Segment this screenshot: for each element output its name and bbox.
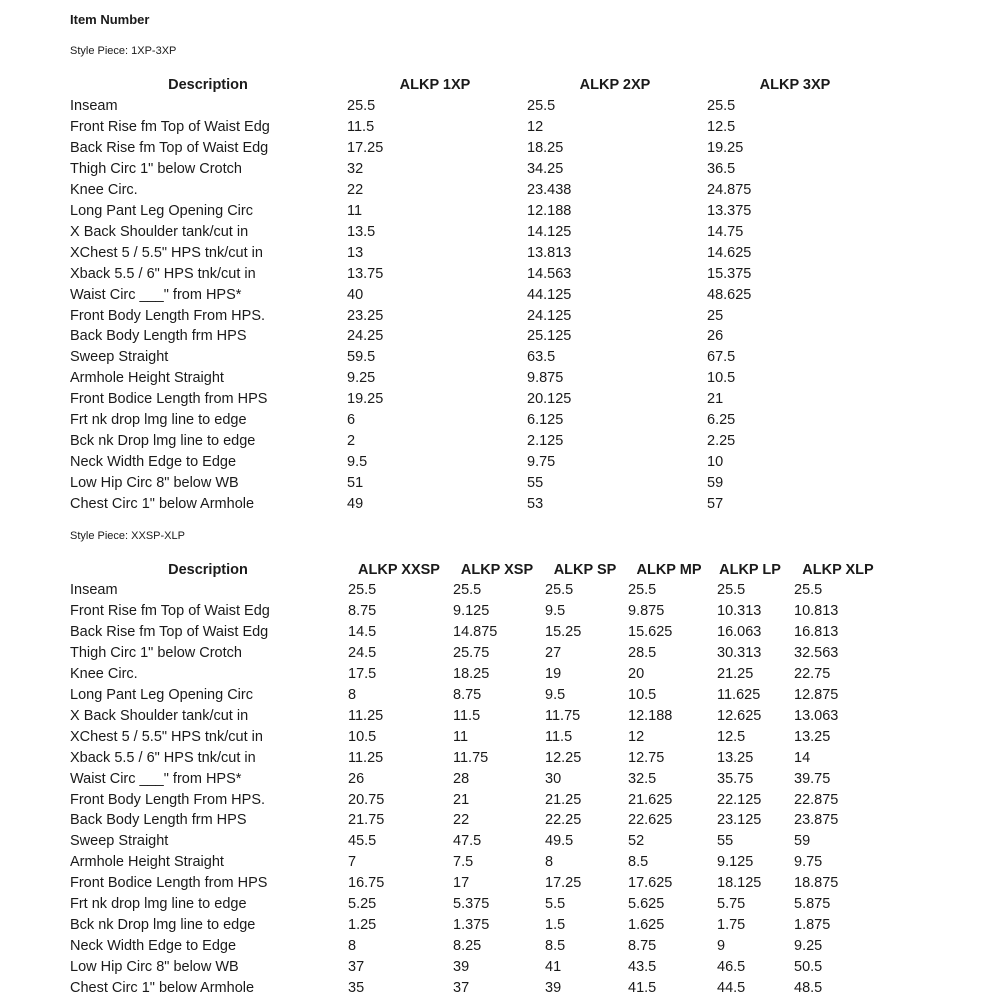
table-cell: 5.25 bbox=[348, 896, 377, 913]
table-cell: 17 bbox=[453, 875, 470, 892]
table-cell: 9.5 bbox=[545, 602, 566, 619]
row-description: Bck nk Drop lmg line to edge bbox=[70, 433, 256, 450]
table-cell: 13.25 bbox=[794, 728, 831, 745]
table-cell: 25.5 bbox=[794, 582, 823, 598]
table-cell: 41.5 bbox=[628, 980, 657, 997]
table-cell: 23.438 bbox=[527, 181, 572, 198]
table-cell: 67.5 bbox=[707, 349, 736, 366]
table-cell: 34.25 bbox=[527, 160, 564, 177]
table-cell: 14.75 bbox=[707, 223, 744, 240]
table-cell: 8.75 bbox=[453, 686, 482, 703]
row-description: Xback 5.5 / 6" HPS tnk/cut in bbox=[70, 265, 256, 282]
table-cell: 59.5 bbox=[347, 349, 376, 366]
table-cell: 19.25 bbox=[707, 139, 744, 156]
table-cell: 25.5 bbox=[347, 98, 376, 114]
row-description: Thigh Circ 1" below Crotch bbox=[70, 644, 242, 661]
table-cell: 46.5 bbox=[717, 959, 746, 976]
table-cell: 9.5 bbox=[545, 686, 566, 703]
table-cell: 13.5 bbox=[347, 223, 376, 240]
table-cell: 26 bbox=[348, 770, 365, 787]
table-cell: 35.75 bbox=[717, 770, 754, 787]
table-cell: 5.875 bbox=[794, 896, 831, 913]
table-cell: 21 bbox=[707, 391, 724, 408]
row-description: Waist Circ ___" from HPS* bbox=[70, 770, 242, 787]
table-cell: 8 bbox=[545, 854, 554, 871]
style-piece-label: Style Piece: XXSP-XLP bbox=[70, 530, 185, 542]
row-description: Front Rise fm Top of Waist Edg bbox=[70, 118, 270, 135]
column-header: ALKP 2XP bbox=[579, 77, 651, 93]
table-cell: 9.5 bbox=[347, 454, 368, 471]
table-cell: 14.125 bbox=[527, 223, 572, 240]
table-cell: 22.875 bbox=[794, 791, 839, 808]
table-cell: 11.5 bbox=[545, 728, 573, 745]
table-cell: 48.625 bbox=[707, 286, 752, 303]
column-header: ALKP 3XP bbox=[759, 77, 831, 93]
table-cell: 59 bbox=[707, 475, 724, 492]
table-cell: 59 bbox=[794, 833, 811, 850]
table-cell: 21.25 bbox=[717, 665, 754, 682]
table-cell: 15.625 bbox=[628, 623, 673, 640]
row-description: Waist Circ ___" from HPS* bbox=[70, 286, 242, 303]
column-header: ALKP MP bbox=[636, 562, 702, 578]
table-cell: 12 bbox=[527, 118, 544, 135]
table-cell: 51 bbox=[347, 475, 364, 492]
table-cell: 18.25 bbox=[453, 665, 490, 682]
table-cell: 1.25 bbox=[348, 917, 377, 934]
row-description: Front Body Length From HPS. bbox=[70, 307, 266, 324]
row-description: Sweep Straight bbox=[70, 833, 169, 850]
row-description: Front Bodice Length from HPS bbox=[70, 875, 268, 892]
table-cell: 22.625 bbox=[628, 812, 673, 829]
table-cell: 13.063 bbox=[794, 707, 839, 724]
table-cell: 27 bbox=[545, 644, 562, 661]
table-cell: 22 bbox=[453, 812, 470, 829]
table-cell: 25.5 bbox=[527, 98, 556, 114]
table-cell: 25 bbox=[707, 307, 724, 324]
table-cell: 11.5 bbox=[453, 707, 481, 724]
table-cell: 22.25 bbox=[545, 812, 582, 829]
table-cell: 25.125 bbox=[527, 328, 572, 345]
row-description: Bck nk Drop lmg line to edge bbox=[70, 917, 256, 934]
row-description: Knee Circ. bbox=[70, 181, 138, 198]
table-cell: 16.75 bbox=[348, 875, 385, 892]
table-cell: 14 bbox=[794, 749, 811, 766]
table-cell: 1.375 bbox=[453, 917, 490, 934]
table-cell: 16.813 bbox=[794, 623, 839, 640]
table-cell: 11.625 bbox=[717, 686, 761, 703]
table-cell: 6.25 bbox=[707, 412, 736, 429]
table-cell: 9.125 bbox=[453, 602, 490, 619]
table-cell: 1.75 bbox=[717, 917, 746, 934]
table-cell: 22 bbox=[347, 181, 364, 198]
table-cell: 21 bbox=[453, 791, 470, 808]
column-header: ALKP XLP bbox=[802, 562, 874, 578]
table-cell: 49.5 bbox=[545, 833, 574, 850]
table-cell: 25.5 bbox=[545, 582, 574, 598]
row-description: Front Body Length From HPS. bbox=[70, 791, 266, 808]
row-description: Sweep Straight bbox=[70, 349, 169, 366]
table-cell: 9.75 bbox=[794, 854, 823, 871]
table-cell: 11.5 bbox=[347, 118, 375, 135]
table-cell: 21.25 bbox=[545, 791, 582, 808]
table-cell: 63.5 bbox=[527, 349, 556, 366]
table-cell: 23.875 bbox=[794, 812, 839, 829]
table-cell: 12.5 bbox=[707, 118, 736, 135]
table-cell: 44.5 bbox=[717, 980, 746, 997]
table-cell: 5.75 bbox=[717, 896, 746, 913]
table-cell: 40 bbox=[347, 286, 364, 303]
table-cell: 12 bbox=[628, 728, 645, 745]
table-cell: 6.125 bbox=[527, 412, 564, 429]
table-cell: 13.75 bbox=[347, 265, 384, 282]
row-description: X Back Shoulder tank/cut in bbox=[70, 707, 249, 724]
table-cell: 24.125 bbox=[527, 307, 572, 324]
table-cell: 25.5 bbox=[717, 582, 746, 598]
table-cell: 22.75 bbox=[794, 665, 831, 682]
table-cell: 12.625 bbox=[717, 707, 762, 724]
table-cell: 45.5 bbox=[348, 833, 377, 850]
table-cell: 15.25 bbox=[545, 623, 582, 640]
table-cell: 14.5 bbox=[348, 623, 377, 640]
table-cell: 25.5 bbox=[628, 582, 657, 598]
table-cell: 12.75 bbox=[628, 749, 665, 766]
table-cell: 32 bbox=[347, 160, 364, 177]
table-cell: 39 bbox=[545, 980, 562, 997]
item-number-heading: Item Number bbox=[70, 12, 150, 27]
table-cell: 18.875 bbox=[794, 875, 839, 892]
row-description: XChest 5 / 5.5" HPS tnk/cut in bbox=[70, 728, 263, 745]
column-header: Description bbox=[168, 562, 248, 578]
table-cell: 15.375 bbox=[707, 265, 752, 282]
table-cell: 44.125 bbox=[527, 286, 572, 303]
row-description: Back Body Length frm HPS bbox=[70, 812, 247, 829]
table-cell: 43.5 bbox=[628, 959, 657, 976]
table-cell: 17.625 bbox=[628, 875, 673, 892]
table-cell: 36.5 bbox=[707, 160, 736, 177]
table-cell: 10.5 bbox=[348, 728, 377, 745]
table-cell: 25.5 bbox=[348, 582, 377, 598]
row-description: Thigh Circ 1" below Crotch bbox=[70, 160, 242, 177]
table-cell: 10 bbox=[707, 454, 724, 471]
row-description: Front Rise fm Top of Waist Edg bbox=[70, 602, 270, 619]
row-description: Chest Circ 1" below Armhole bbox=[70, 980, 255, 997]
table-cell: 25.5 bbox=[453, 582, 482, 598]
row-description: Low Hip Circ 8" below WB bbox=[70, 475, 239, 492]
table-cell: 28 bbox=[453, 770, 470, 787]
table-cell: 20 bbox=[628, 665, 645, 682]
table-cell: 1.875 bbox=[794, 917, 831, 934]
row-description: Chest Circ 1" below Armhole bbox=[70, 496, 255, 513]
table-cell: 6 bbox=[347, 412, 356, 429]
table-cell: 11.75 bbox=[453, 749, 489, 766]
table-cell: 19.25 bbox=[347, 391, 384, 408]
table-cell: 9.125 bbox=[717, 854, 754, 871]
row-description: Neck Width Edge to Edge bbox=[70, 454, 237, 471]
table-cell: 28.5 bbox=[628, 644, 657, 661]
row-description: Xback 5.5 / 6" HPS tnk/cut in bbox=[70, 749, 256, 766]
table-cell: 30 bbox=[545, 770, 562, 787]
table-cell: 39 bbox=[453, 959, 470, 976]
table-cell: 26 bbox=[707, 328, 724, 345]
table-cell: 11.25 bbox=[348, 707, 384, 724]
row-description: Inseam bbox=[70, 98, 118, 114]
table-cell: 20.75 bbox=[348, 791, 385, 808]
table-cell: 11.25 bbox=[348, 749, 384, 766]
table-cell: 1.5 bbox=[545, 917, 566, 934]
table-cell: 21.75 bbox=[348, 812, 385, 829]
row-description: Armhole Height Straight bbox=[70, 854, 224, 871]
table-cell: 12.188 bbox=[527, 202, 572, 219]
table-cell: 14.875 bbox=[453, 623, 498, 640]
row-description: Back Rise fm Top of Waist Edg bbox=[70, 623, 269, 640]
table-cell: 37 bbox=[453, 980, 470, 997]
table-cell: 22.125 bbox=[717, 791, 762, 808]
table-cell: 25.75 bbox=[453, 644, 490, 661]
table-cell: 1.625 bbox=[628, 917, 665, 934]
table-cell: 11.75 bbox=[545, 707, 581, 724]
table-cell: 10.313 bbox=[717, 602, 762, 619]
column-header: ALKP SP bbox=[553, 562, 617, 578]
table-cell: 17.5 bbox=[348, 665, 377, 682]
row-description: Knee Circ. bbox=[70, 665, 138, 682]
table-cell: 32.563 bbox=[794, 644, 839, 661]
table-cell: 19 bbox=[545, 665, 562, 682]
row-description: X Back Shoulder tank/cut in bbox=[70, 223, 249, 240]
table-cell: 37 bbox=[348, 959, 365, 976]
table-cell: 21.625 bbox=[628, 791, 673, 808]
table-cell: 14.625 bbox=[707, 244, 752, 261]
table-cell: 32.5 bbox=[628, 770, 657, 787]
table-cell: 8.75 bbox=[348, 602, 377, 619]
column-header: ALKP 1XP bbox=[399, 77, 471, 93]
row-description: Frt nk drop lmg line to edge bbox=[70, 412, 247, 429]
table-cell: 12.875 bbox=[794, 686, 839, 703]
table-cell: 2.125 bbox=[527, 433, 564, 450]
table-cell: 14.563 bbox=[527, 265, 572, 282]
table-cell: 55 bbox=[717, 833, 734, 850]
table-cell: 47.5 bbox=[453, 833, 482, 850]
table-cell: 9 bbox=[717, 938, 726, 955]
table-cell: 55 bbox=[527, 475, 544, 492]
table-cell: 20.125 bbox=[527, 391, 572, 408]
table-cell: 13.25 bbox=[717, 749, 754, 766]
table-cell: 10.5 bbox=[707, 370, 736, 387]
table-cell: 49 bbox=[347, 496, 364, 513]
column-header: ALKP XXSP bbox=[358, 562, 440, 578]
table-cell: 8.5 bbox=[628, 854, 649, 871]
row-description: Back Body Length frm HPS bbox=[70, 328, 247, 345]
table-cell: 5.375 bbox=[453, 896, 490, 913]
table-cell: 12.25 bbox=[545, 749, 582, 766]
row-description: Front Bodice Length from HPS bbox=[70, 391, 268, 408]
table-cell: 24.25 bbox=[347, 328, 384, 345]
table-cell: 5.625 bbox=[628, 896, 665, 913]
table-cell: 9.875 bbox=[527, 370, 564, 387]
table-cell: 25.5 bbox=[707, 98, 736, 114]
table-cell: 41 bbox=[545, 959, 562, 976]
table-cell: 12.188 bbox=[628, 707, 673, 724]
row-description: Long Pant Leg Opening Circ bbox=[70, 202, 253, 219]
table-cell: 13 bbox=[347, 244, 364, 261]
table-cell: 5.5 bbox=[545, 896, 566, 913]
table-cell: 9.75 bbox=[527, 454, 556, 471]
row-description: Back Rise fm Top of Waist Edg bbox=[70, 139, 269, 156]
table-cell: 50.5 bbox=[794, 959, 823, 976]
table-cell: 39.75 bbox=[794, 770, 831, 787]
table-cell: 10.813 bbox=[794, 602, 839, 619]
table-cell: 11 bbox=[347, 202, 363, 219]
table-cell: 18.125 bbox=[717, 875, 762, 892]
table-cell: 24.875 bbox=[707, 181, 752, 198]
table-cell: 9.25 bbox=[794, 938, 823, 955]
table-cell: 8 bbox=[348, 938, 357, 955]
table-cell: 53 bbox=[527, 496, 544, 513]
table-cell: 52 bbox=[628, 833, 645, 850]
table-cell: 17.25 bbox=[347, 139, 384, 156]
column-header: Description bbox=[168, 77, 248, 93]
table-cell: 57 bbox=[707, 496, 724, 513]
column-header: ALKP LP bbox=[719, 562, 781, 578]
table-cell: 17.25 bbox=[545, 875, 582, 892]
table-cell: 9.875 bbox=[628, 602, 665, 619]
row-description: Neck Width Edge to Edge bbox=[70, 938, 237, 955]
table-cell: 7.5 bbox=[453, 854, 474, 871]
table-cell: 7 bbox=[348, 854, 357, 871]
style-piece-label: Style Piece: 1XP-3XP bbox=[70, 45, 177, 57]
row-description: Low Hip Circ 8" below WB bbox=[70, 959, 239, 976]
row-description: Long Pant Leg Opening Circ bbox=[70, 686, 253, 703]
table-cell: 10.5 bbox=[628, 686, 657, 703]
table-cell: 8.25 bbox=[453, 938, 482, 955]
table-cell: 9.25 bbox=[347, 370, 376, 387]
column-header: ALKP XSP bbox=[460, 562, 534, 578]
table-cell: 2.25 bbox=[707, 433, 736, 450]
table-cell: 24.5 bbox=[348, 644, 377, 661]
table-cell: 12.5 bbox=[717, 728, 746, 745]
table-cell: 16.063 bbox=[717, 623, 762, 640]
table-cell: 13.813 bbox=[527, 244, 572, 261]
table-cell: 23.25 bbox=[347, 307, 384, 324]
table-cell: 8.5 bbox=[545, 938, 566, 955]
table-cell: 18.25 bbox=[527, 139, 564, 156]
table-cell: 11 bbox=[453, 728, 469, 745]
row-description: Inseam bbox=[70, 582, 118, 598]
row-description: Frt nk drop lmg line to edge bbox=[70, 896, 247, 913]
table-cell: 48.5 bbox=[794, 980, 823, 997]
table-cell: 8 bbox=[348, 686, 357, 703]
table-cell: 13.375 bbox=[707, 202, 752, 219]
table-cell: 30.313 bbox=[717, 644, 762, 661]
row-description: XChest 5 / 5.5" HPS tnk/cut in bbox=[70, 244, 263, 261]
table-cell: 35 bbox=[348, 980, 365, 997]
table-cell: 8.75 bbox=[628, 938, 657, 955]
row-description: Armhole Height Straight bbox=[70, 370, 224, 387]
table-cell: 2 bbox=[347, 433, 356, 450]
table-cell: 23.125 bbox=[717, 812, 762, 829]
